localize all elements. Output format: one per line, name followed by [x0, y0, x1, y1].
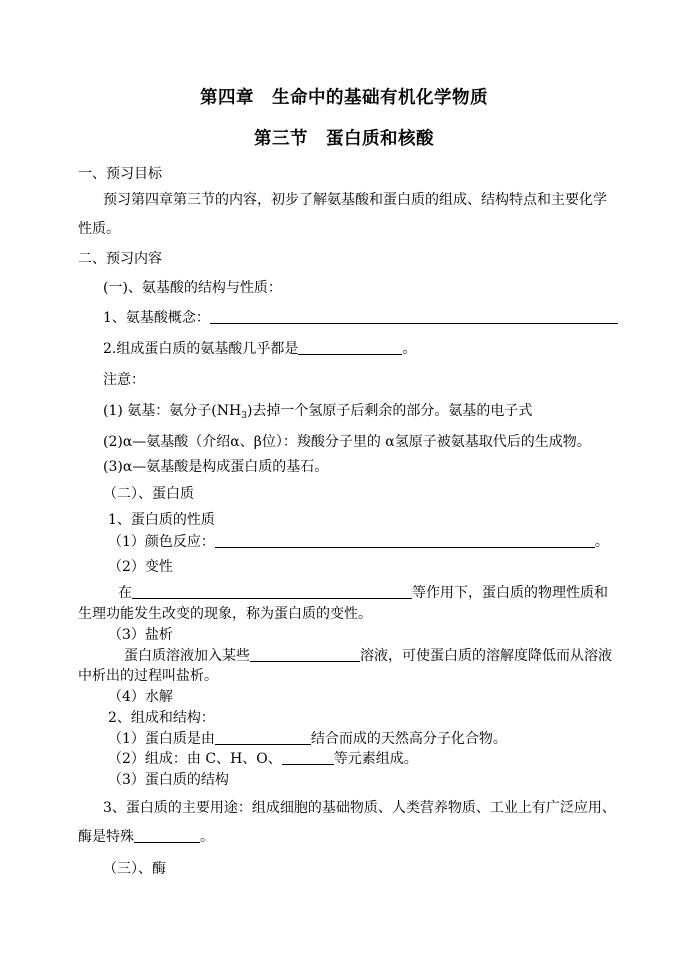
heading-protein-properties: 1、蛋白质的性质	[108, 512, 215, 528]
goal-text-line2: 性质。	[78, 221, 120, 237]
heading-enzyme: （三）、酶	[103, 861, 166, 877]
punctuation: 。	[200, 829, 214, 845]
blank-line[interactable]	[134, 828, 200, 843]
note-2: (2)α—氨基酸（介绍α、β位）：羧酸分子里的 α氢原子被氨基取代后的生成物。	[103, 434, 591, 450]
question-label: （1）颜色反应：	[108, 534, 215, 550]
question-label: 2.组成蛋白质的氨基酸几乎都是	[103, 341, 299, 357]
blank-line[interactable]	[215, 730, 311, 745]
heading-protein-structure: （3）蛋白质的结构	[108, 772, 229, 788]
question-label: （1）蛋白质是由	[108, 731, 215, 747]
heading-composition: 2、组成和结构：	[108, 710, 215, 726]
uses-line2	[78, 828, 214, 846]
question-label: （2）组成：由 C、H、O、	[108, 751, 282, 767]
subscript: 3	[241, 411, 247, 421]
text: 等作用下，蛋白质的物理性质和	[412, 585, 608, 601]
text: 酶是特殊	[78, 829, 134, 845]
goal-text-line1: 预习第四章第三节的内容，初步了解氨基酸和蛋白质的组成、结构特点和主要化学	[103, 192, 607, 208]
salting-out-line1	[124, 647, 612, 665]
note-text: (1) 氨基：氨分子(NH	[103, 403, 242, 419]
text: 在	[118, 585, 132, 601]
heading-hydrolysis: （4）水解	[108, 689, 173, 705]
note-label: 注意：	[103, 372, 145, 388]
blank-line[interactable]	[132, 584, 412, 599]
text: 溶液，可使蛋白质的溶解度降低而从溶液	[360, 648, 612, 664]
text: 结合而成的天然高分子化合物。	[310, 731, 507, 747]
blank-line[interactable]	[250, 647, 360, 662]
heading-denaturation: （2）变性	[108, 559, 173, 575]
punctuation: 。	[402, 341, 417, 357]
question-protein-made-of	[108, 730, 507, 748]
chapter-title: 第四章 生命中的基础有机化学物质	[200, 88, 488, 108]
heading-preview-content: 二、预习内容	[78, 251, 162, 267]
note-1	[103, 402, 532, 420]
text: 蛋白质溶液加入某些	[124, 648, 250, 664]
denaturation-line1	[118, 584, 608, 602]
heading-amino-acid: (一)、氨基酸的结构与性质：	[103, 280, 282, 296]
heading-preview-goal: 一、预习目标	[78, 166, 162, 182]
denaturation-line2: 生理功能发生改变的现象，称为蛋白质的变性。	[78, 606, 372, 622]
punctuation: 。	[594, 534, 609, 550]
heading-protein: （二）、蛋白质	[103, 486, 194, 502]
note-text: )去掉一个氢原子后剩余的部分。氨基的电子式	[246, 403, 533, 419]
blank-line[interactable]	[210, 309, 618, 324]
question-elements	[108, 750, 418, 768]
question-protein-amino	[103, 340, 416, 358]
question-label: 1、氨基酸概念：	[103, 310, 210, 326]
blank-line[interactable]	[282, 750, 334, 765]
section-title: 第三节 蛋白质和核酸	[254, 129, 434, 149]
note-3: (3)α—氨基酸是构成蛋白质的基石。	[103, 459, 329, 475]
text: 等元素组成。	[333, 751, 418, 767]
blank-line[interactable]	[215, 533, 595, 548]
salting-out-line2: 中析出的过程叫盐析。	[78, 668, 218, 684]
question-color-reaction	[108, 533, 609, 551]
heading-salting-out: （3）盐析	[108, 627, 173, 643]
question-amino-concept	[103, 309, 618, 327]
uses-line1: 3、蛋白质的主要用途：组成细胞的基础物质、人类营养物质、工业上有广泛应用、	[103, 800, 616, 816]
blank-line[interactable]	[298, 340, 402, 355]
